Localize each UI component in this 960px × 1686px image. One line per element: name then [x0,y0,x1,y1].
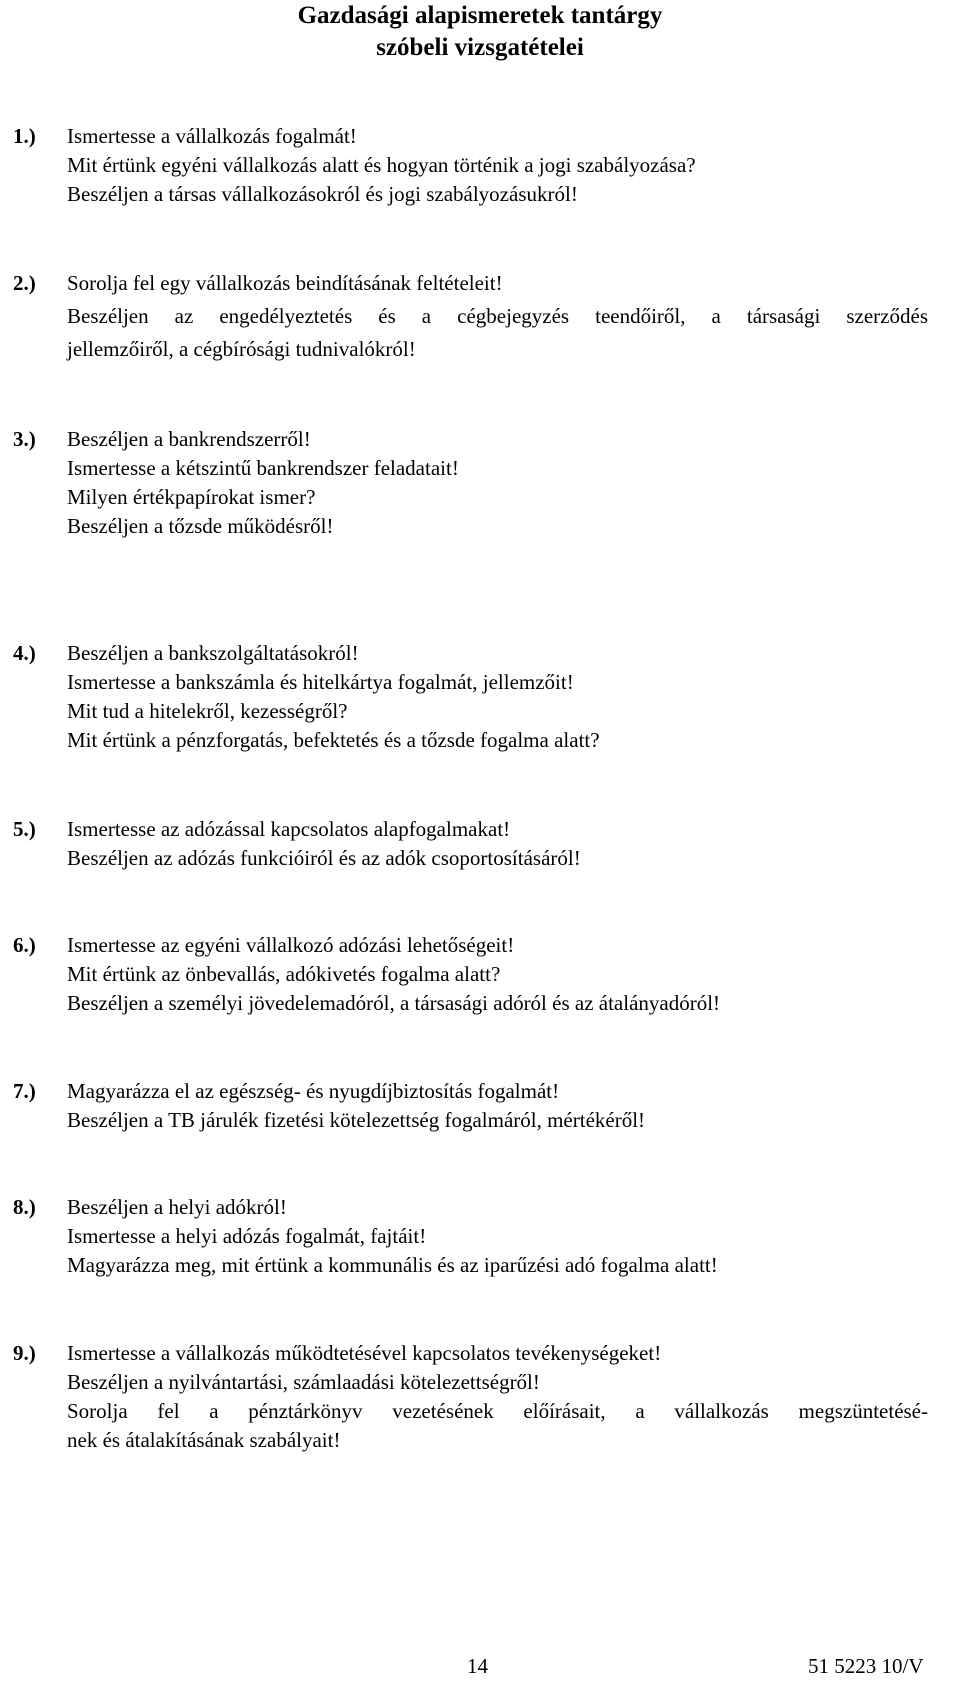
question-line: Ismertesse a bankszámla és hitelkártya fogalmát, jellemzőit! [67,670,574,694]
question-number: 3.) [13,427,36,451]
question-line: Beszéljen a társas vállalkozásokról és jogi szabályozásukról! [67,182,578,206]
question-line: Mit értünk egyéni vállalkozás alatt és hogyan történik a jogi szabályozása? [67,153,696,177]
question-line: Sorolja fel egy vállalkozás beindításának feltételeit! [67,271,503,295]
question-number: 5.) [13,817,36,841]
question-number: 2.) [13,271,36,295]
question-line: Beszéljen az engedélyeztetés és a cégbejegyzés teendőiről, a társasági szerződés [67,304,928,328]
question-line: Beszéljen a bankrendszerről! [67,427,311,451]
question-line: Ismertesse az adózással kapcsolatos alapfogalmakat! [67,817,511,841]
question-line: Mit tud a hitelekről, kezességről? [67,699,348,723]
question-number: 8.) [13,1195,36,1219]
document-subtitle: szóbeli vizsgatételei [376,34,584,61]
page-number: 14 [467,1654,488,1678]
question-number: 6.) [13,933,36,957]
question-number: 4.) [13,641,36,665]
question-line: Beszéljen a tőzsde működésről! [67,514,334,538]
question-line: Ismertesse a vállalkozás működtetésével kapcsolatos tevékenységeket! [67,1341,662,1365]
question-line: Beszéljen az adózás funkcióiról és az adók csoportosításáról! [67,846,581,870]
question-number: 9.) [13,1341,36,1365]
question-line: Beszéljen a TB járulék fizetési kötelezettség fogalmáról, mértékéről! [67,1108,646,1132]
question-line: Beszéljen a bankszolgáltatásokról! [67,641,359,665]
question-line: Magyarázza el az egészség- és nyugdíjbiztosítás fogalmát! [67,1079,560,1103]
question-line: Beszéljen a nyilvántartási, számlaadási kötelezettségről! [67,1370,540,1394]
question-line: jellemzőiről, a cégbírósági tudnivalókról! [67,337,416,361]
question-line: Ismertesse a helyi adózás fogalmát, fajtáit! [67,1224,427,1248]
question-line: Beszéljen a személyi jövedelemadóról, a társasági adóról és az átalányadóról! [67,991,721,1015]
question-line: nek és átalakításának szabályait! [67,1428,341,1452]
question-line: Beszéljen a helyi adókról! [67,1195,287,1219]
question-number: 7.) [13,1079,36,1103]
question-line: Milyen értékpapírokat ismer? [67,485,316,509]
question-line: Mit értünk a pénzforgatás, befektetés és a tőzsde fogalma alatt? [67,728,600,752]
question-line: Ismertesse az egyéni vállalkozó adózási lehetőségeit! [67,933,515,957]
question-line: Ismertesse a kétszintű bankrendszer feladatait! [67,456,459,480]
document-code: 51 5223 10/V [808,1654,924,1678]
question-line: Sorolja fel a pénztárkönyv vezetésének előírásait, a vállalkozás megszüntetésé- [67,1399,928,1423]
question-number: 1.) [13,124,36,148]
question-line: Mit értünk az önbevallás, adókivetés fogalma alatt? [67,962,501,986]
question-line: Ismertesse a vállalkozás fogalmát! [67,124,357,148]
document-title: Gazdasági alapismeretek tantárgy [297,2,663,29]
question-line: Magyarázza meg, mit értünk a kommunális és az iparűzési adó fogalma alatt! [67,1253,718,1277]
